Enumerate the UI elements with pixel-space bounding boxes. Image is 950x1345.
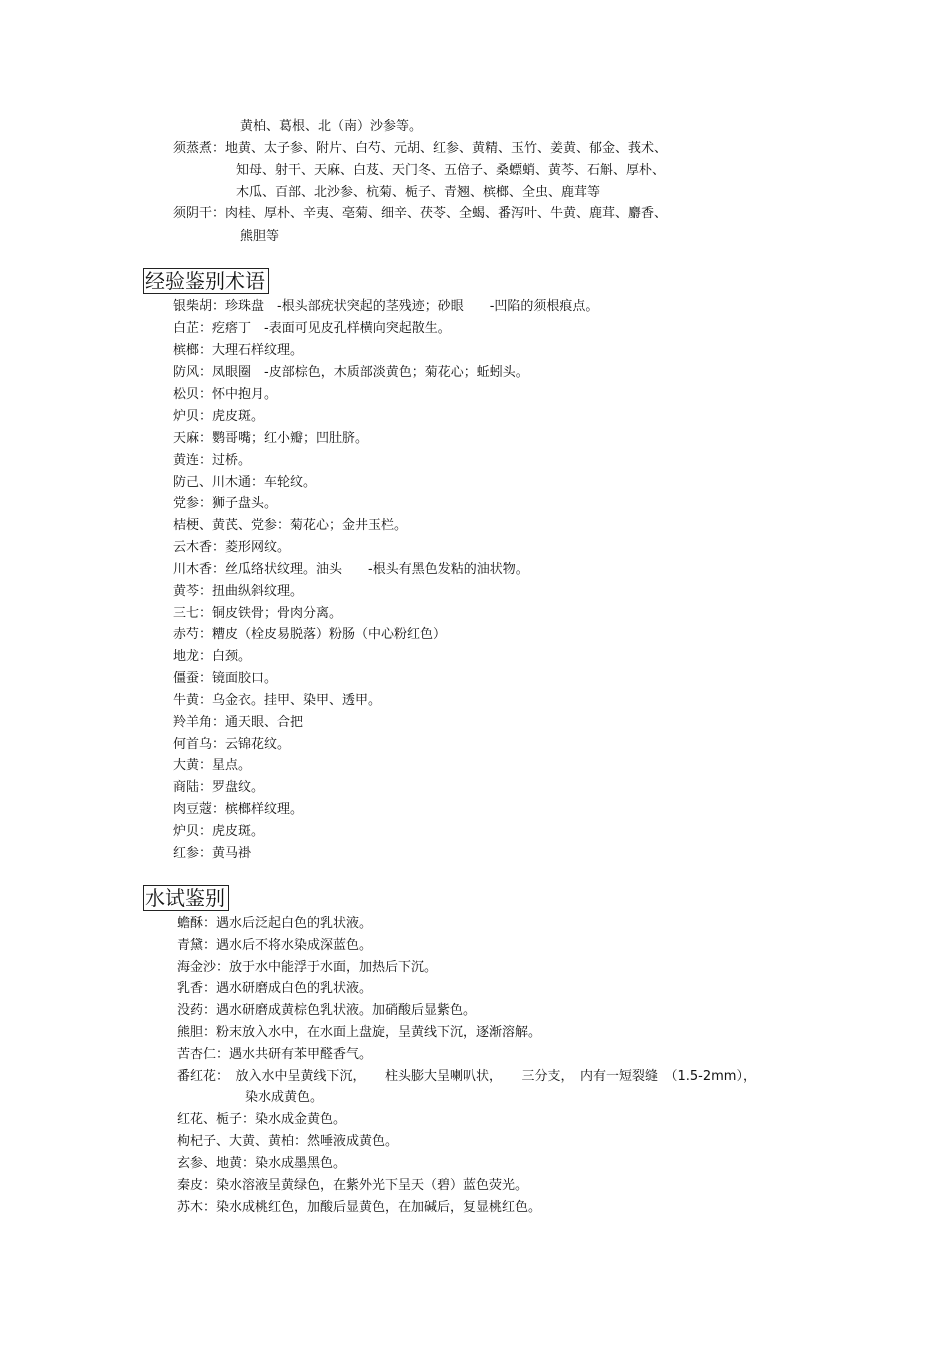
water-item: 乳香：遇水研磨成白色的乳状液。	[177, 981, 373, 996]
terms-item: 羚羊角：通天眼、合把	[173, 715, 304, 730]
section-heading-water: 水试鉴别	[143, 885, 229, 911]
terms-item: 僵蚕：镜面胶口。	[173, 671, 278, 686]
terms-item: 牛黄：乌金衣。挂甲、染甲、透甲。	[173, 693, 382, 708]
terms-item: 银柴胡：珍珠盘 -根头部疣状突起的茎残迹；砂眼 -凹陷的须根痕点。	[173, 299, 599, 314]
water-item: 没药：遇水研磨成黄棕色乳状液。加硝酸后显紫色。	[177, 1003, 477, 1018]
terms-item: 白芷：疙瘩丁 -表面可见皮孔样横向突起散生。	[173, 321, 451, 336]
processing-line: 木瓜、百部、北沙参、杭菊、栀子、青翘、槟榔、全虫、鹿茸等	[236, 185, 601, 200]
processing-line: 知母、射干、天麻、白芨、天门冬、五倍子、桑螵蛸、黄芩、石斛、厚朴、	[236, 163, 666, 178]
terms-item: 桔梗、黄芪、党参：菊花心；金井玉栏。	[173, 518, 408, 533]
processing-line: 须蒸煮：地黄、太子参、附片、白芍、元胡、红参、黄精、玉竹、姜黄、郁金、莪术、	[173, 141, 668, 156]
terms-item: 赤芍：糟皮（栓皮易脱落）粉肠（中心粉红色）	[173, 627, 447, 642]
terms-item: 天麻：鹦哥嘴；红小瓣；凹肚脐。	[173, 431, 369, 446]
water-item: 苏木：染水成桃红色，加酸后显黄色，在加碱后，复显桃红色。	[177, 1200, 542, 1215]
water-item: 枸杞子、大黄、黄柏：然唾液成黄色。	[177, 1134, 399, 1149]
terms-item: 地龙：白颈。	[173, 649, 252, 664]
terms-item: 云木香：菱形网纹。	[173, 540, 291, 555]
terms-item: 黄芩：扭曲纵斜纹理。	[173, 584, 304, 599]
water-item: 熊胆：粉末放入水中，在水面上盘旋，呈黄线下沉，逐渐溶解。	[177, 1025, 542, 1040]
terms-item: 三七：铜皮铁骨；骨肉分离。	[173, 606, 343, 621]
section-heading-terms: 经验鉴别术语	[143, 268, 269, 294]
water-item: 苦杏仁：遇水共研有苯甲醛香气。	[177, 1047, 373, 1062]
terms-item: 防风：凤眼圈 -皮部棕色，木质部淡黄色；菊花心；蚯蚓头。	[173, 365, 529, 380]
water-item: 染水成黄色。	[245, 1090, 324, 1105]
terms-item: 防己、川木通：车轮纹。	[173, 475, 317, 490]
terms-item: 槟榔：大理石样纹理。	[173, 343, 304, 358]
water-item: 玄参、地黄：染水成墨黑色。	[177, 1156, 347, 1171]
terms-item: 红参：黄马褂	[173, 846, 252, 861]
processing-line: 黄柏、葛根、北（南）沙参等。	[240, 119, 423, 134]
processing-line: 熊胆等	[240, 229, 280, 244]
terms-item: 炉贝：虎皮斑。	[173, 409, 265, 424]
water-item: 秦皮：染水溶液呈黄绿色，在紫外光下呈天（碧）蓝色荧光。	[177, 1178, 529, 1193]
water-item: 蟾酥：遇水后泛起白色的乳状液。	[177, 916, 373, 931]
water-item: 红花、栀子：染水成金黄色。	[177, 1112, 347, 1127]
processing-line: 须阴干：肉桂、厚朴、辛夷、亳菊、细辛、茯苓、全蝎、番泻叶、牛黄、鹿茸、麝香、	[173, 206, 668, 221]
terms-item: 黄连：过桥。	[173, 453, 252, 468]
water-item: 海金沙：放于水中能浮于水面，加热后下沉。	[177, 960, 438, 975]
terms-item: 大黄：星点。	[173, 758, 252, 773]
water-item: 青黛：遇水后不将水染成深蓝色。	[177, 938, 373, 953]
terms-item: 川木香：丝瓜络状纹理。油头 -根头有黑色发粘的油状物。	[173, 562, 529, 577]
terms-item: 肉豆蔻：槟榔样纹理。	[173, 802, 304, 817]
water-item: 番红花： 放入水中呈黄线下沉， 柱头膨大呈喇叭状， 三分支， 内有一短裂缝 （1.5-2mm），	[177, 1069, 756, 1084]
terms-item: 何首乌：云锦花纹。	[173, 737, 291, 752]
terms-item: 炉贝：虎皮斑。	[173, 824, 265, 839]
terms-item: 松贝：怀中抱月。	[173, 387, 278, 402]
terms-item: 商陆：罗盘纹。	[173, 780, 265, 795]
terms-item: 党参：狮子盘头。	[173, 496, 278, 511]
